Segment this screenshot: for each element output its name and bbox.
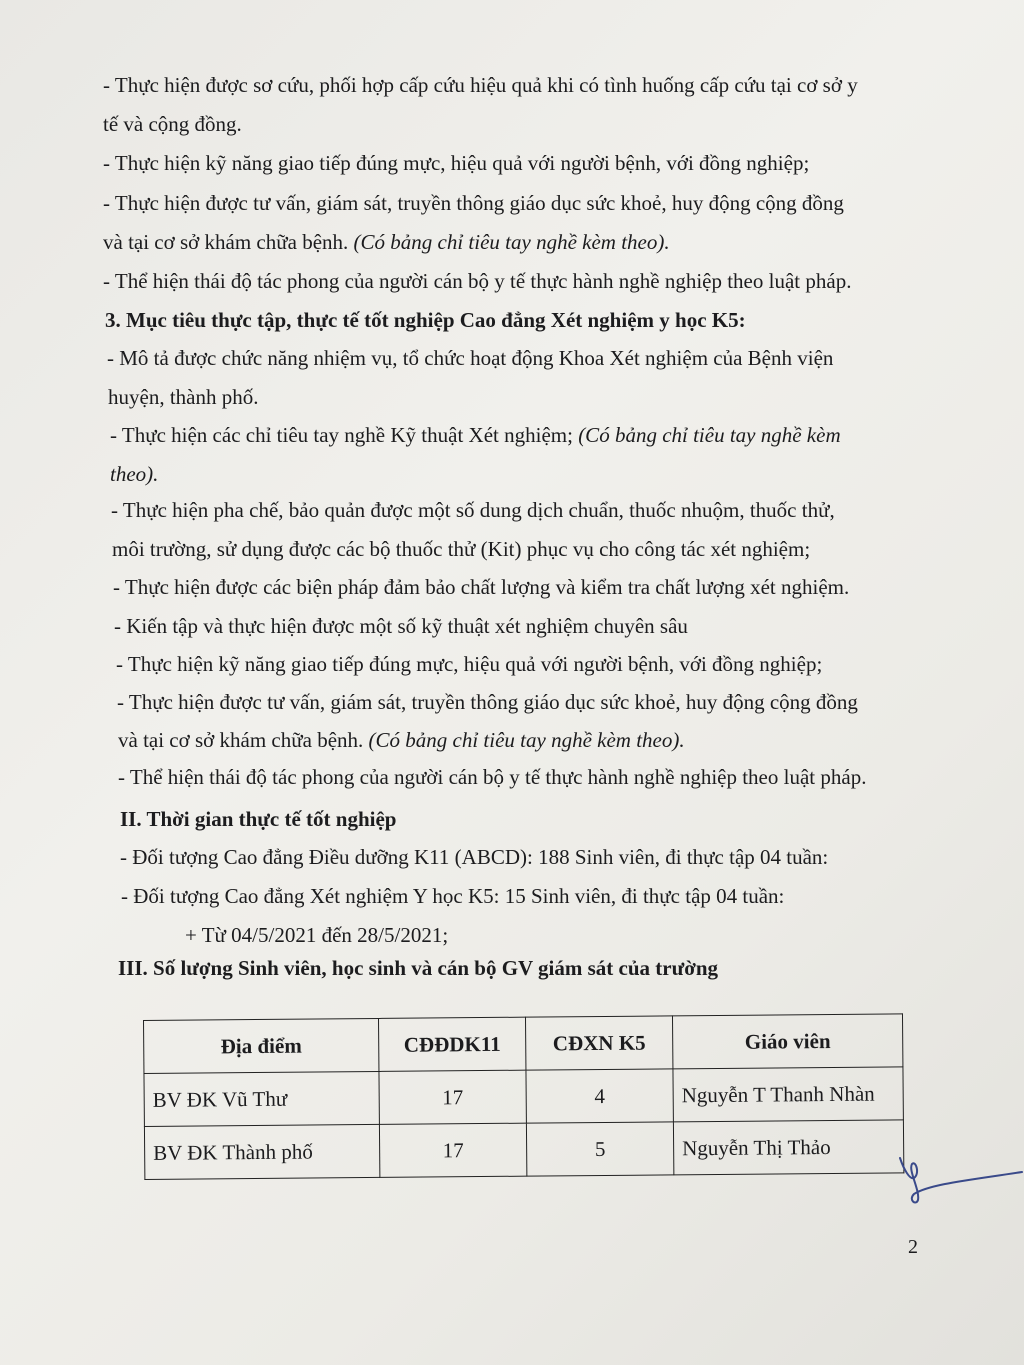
text-line: môi trường, sử dụng được các bộ thuốc thử (Kit) phục vụ cho công tác xét nghiệm; bbox=[112, 537, 811, 561]
text-line: - Thể hiện thái độ tác phong của người cán bộ y tế thực hành nghề nghiệp theo luật pháp. bbox=[103, 269, 852, 293]
text-segment: - Thực hiện các chỉ tiêu tay nghề Kỹ thuật Xét nghiệm; bbox=[110, 423, 579, 447]
italic-note: (Có bảng chỉ tiêu tay nghề kèm bbox=[578, 423, 841, 447]
text-line: - Thực hiện được tư vấn, giám sát, truyền thông giáo dục sức khoẻ, huy động cộng đồng bbox=[103, 191, 844, 215]
italic-note: theo). bbox=[110, 462, 159, 486]
text-line: - Thực hiện pha chế, bảo quản được một số dung dịch chuẩn, thuốc nhuộm, thuốc thử, bbox=[111, 498, 835, 522]
page-number: 2 bbox=[908, 1236, 918, 1258]
table-header-cell: Địa điểm bbox=[144, 1018, 379, 1073]
text-line: - Kiến tập và thực hiện được một số kỹ thuật xét nghiệm chuyên sâu bbox=[114, 614, 688, 638]
text-line: - Thực hiện kỹ năng giao tiếp đúng mực, hiệu quả với người bệnh, với đồng nghiệp; bbox=[116, 652, 823, 676]
text-line bbox=[110, 461, 158, 487]
table-header-cell: CĐXN K5 bbox=[525, 1016, 672, 1070]
text-line: - Thực hiện được sơ cứu, phối hợp cấp cứu hiệu quả khi có tình huống cấp cứu tại cơ sở y bbox=[103, 73, 858, 97]
section-heading-II: II. Thời gian thực tế tốt nghiệp bbox=[120, 807, 397, 831]
text-line bbox=[103, 229, 670, 255]
section-heading-3: 3. Mục tiêu thực tập, thực tế tốt nghiệp Cao đẳng Xét nghiệm y học K5: bbox=[105, 308, 746, 332]
table-cell: 17 bbox=[379, 1070, 526, 1124]
table-header-cell: CĐĐDK11 bbox=[378, 1017, 525, 1071]
table-cell: BV ĐK Thành phố bbox=[144, 1124, 379, 1179]
italic-note: (Có bảng chỉ tiêu tay nghề kèm theo). bbox=[368, 728, 685, 752]
table-header-row bbox=[144, 1014, 903, 1074]
text-line: - Thể hiện thái độ tác phong của người cán bộ y tế thực hành nghề nghiệp theo luật pháp. bbox=[118, 765, 867, 789]
text-line: tế và cộng đồng. bbox=[103, 112, 242, 136]
table-cell: 4 bbox=[526, 1069, 673, 1123]
supervision-table bbox=[143, 1013, 904, 1180]
table-cell: Nguyễn Thị Thảo bbox=[673, 1120, 903, 1175]
date-range-line: + Từ 04/5/2021 đến 28/5/2021; bbox=[185, 923, 449, 947]
italic-note: (Có bảng chỉ tiêu tay nghề kèm theo). bbox=[353, 230, 670, 254]
section-heading-III: III. Số lượng Sinh viên, học sinh và cán bộ GV giám sát của trường bbox=[118, 956, 719, 980]
table-cell: Nguyễn T Thanh Nhàn bbox=[673, 1067, 903, 1122]
text-line: huyện, thành phố. bbox=[108, 385, 259, 409]
table-cell: 5 bbox=[526, 1122, 673, 1176]
text-line: - Thực hiện được các biện pháp đảm bảo chất lượng và kiểm tra chất lượng xét nghiệm. bbox=[113, 575, 850, 599]
table-header-cell: Giáo viên bbox=[672, 1014, 902, 1069]
table-cell: 17 bbox=[379, 1123, 526, 1177]
text-line: - Thực hiện được tư vấn, giám sát, truyền thông giáo dục sức khoẻ, huy động cộng đồng bbox=[117, 690, 858, 714]
table-row bbox=[144, 1067, 903, 1127]
table-row bbox=[144, 1120, 903, 1180]
text-line: - Thực hiện kỹ năng giao tiếp đúng mực, hiệu quả với người bệnh, với đồng nghiệp; bbox=[103, 151, 810, 175]
text-line: - Đối tượng Cao đẳng Điều dưỡng K11 (ABCD): 188 Sinh viên, đi thực tập 04 tuần: bbox=[120, 845, 829, 869]
text-segment: và tại cơ sở khám chữa bệnh. bbox=[118, 728, 369, 752]
text-line bbox=[118, 727, 685, 753]
text-line bbox=[110, 422, 841, 448]
text-line: - Đối tượng Cao đẳng Xét nghiệm Y học K5: 15 Sinh viên, đi thực tập 04 tuần: bbox=[121, 884, 785, 908]
signature-mark bbox=[890, 1150, 1024, 1210]
table-cell: BV ĐK Vũ Thư bbox=[144, 1071, 379, 1126]
text-line: - Mô tả được chức năng nhiệm vụ, tổ chức hoạt động Khoa Xét nghiệm của Bệnh viện bbox=[107, 346, 834, 370]
text-segment: và tại cơ sở khám chữa bệnh. bbox=[103, 230, 354, 254]
